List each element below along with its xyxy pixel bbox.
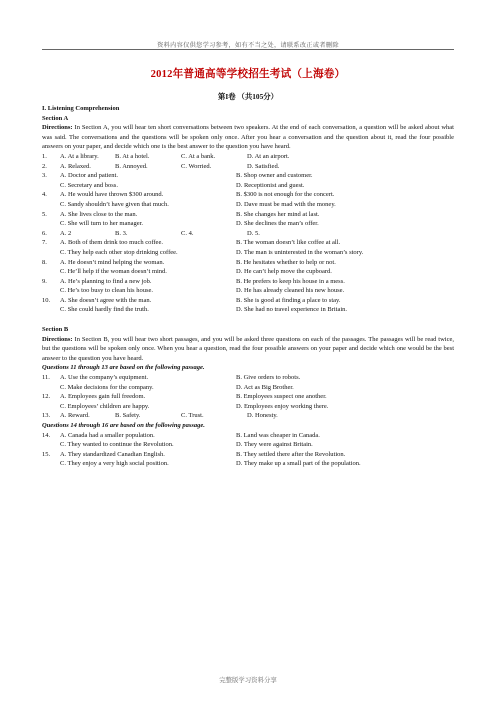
option-d: D. Act as Big Brother. [236,383,294,391]
questions-intro-11-13: Questions 11 through 13 are based on the following passage. [42,364,205,372]
section-b-heading: Section B [42,326,69,334]
section-b-directions [42,335,454,364]
option-a: A. Employees gain full freedom. [60,393,146,401]
question-number: 2. [42,162,47,170]
question-row-continued [42,402,454,412]
question-row-continued [42,219,454,229]
question-row-continued [42,383,454,393]
question-row [42,162,454,172]
number-spacer [42,219,60,229]
section-gap [42,315,454,325]
option-c: C. 4. [181,229,194,237]
number-spacer [42,200,60,210]
part-heading: I. Listening Comprehension [42,105,120,112]
questions-intro-14-16: Questions 14 through 16 are based on the following passage. [42,422,205,429]
question-row-continued [42,248,454,258]
question-row [42,373,454,383]
option-a: A. 2 [60,229,72,237]
question-row [42,411,454,421]
option-d: D. Honesty. [247,412,278,420]
option-c: C. Worried. [181,162,212,170]
option-b: B. Shop owner and customer. [236,172,313,180]
question-row [42,171,454,181]
directions-text: In Section A, you will hear ten short conversations between two speakers. At the end of each conversation, a question will be asked about what was said. The conversations and the questions will be spoken only once. After you hear a conversation and the question about it, read the four possible answers on your paper, and decide which one is the best answer to the question you have heard. [42,124,454,151]
question-number: 15. [42,450,51,458]
option-d: D. They make up a small part of the population. [236,460,361,468]
question-row [42,392,454,402]
option-c: C. They help each other stop drinking coffee. [60,248,178,256]
option-c: C. She could hardly find the truth. [60,306,149,314]
question-number: 1. [42,152,47,160]
option-d: D. She declines the man’s offer. [236,220,319,228]
question-row-continued [42,200,454,210]
question-number: 8. [42,258,47,266]
question-number: 3. [42,172,47,180]
option-d: D. The man is uninterested in the woman’s story. [236,248,364,256]
option-c: C. Employees’ children are happy. [60,402,150,410]
number-spacer [42,181,60,191]
number-spacer [42,459,60,469]
question-number: 10. [42,296,51,304]
option-b: B. They settled there after the Revolution. [236,450,346,458]
number-spacer [42,305,60,315]
option-a: A. He’s planning to find a new job. [60,277,152,285]
option-b: B. At a hotel. [115,152,150,160]
option-d: D. At an airport. [247,152,290,160]
option-b: B. $300 is not enough for the concert. [236,191,335,199]
question-row [42,277,454,287]
option-a: A. Both of them drink too much coffee. [60,239,163,247]
question-row [42,450,454,460]
question-number: 6. [42,229,47,237]
option-d: D. Satisfied. [247,162,280,170]
option-a: A. She lives close to the man. [60,210,138,218]
option-d: D. They were against Britain. [236,441,313,449]
option-c: C. They enjoy a very high social position. [60,460,169,468]
option-c: C. At a bank. [181,152,216,160]
option-a: A. She doesn’t agree with the man. [60,296,152,304]
option-c: C. Secretary and boss. [60,181,118,189]
section-a-heading: Section A [42,114,69,122]
option-b: B. He hesitates whether to help or not. [236,258,336,266]
option-a: A. Reward. [60,412,90,420]
directions-label: Directions: [42,335,73,343]
option-d: D. Receptionist and guest. [236,181,305,189]
option-d: D. He has already cleaned his new house. [236,287,345,295]
page-title: 2012年普通高等学校招生考试（上海卷） [150,69,346,80]
option-b: B. Safety. [115,412,141,420]
question-row [42,296,454,306]
section-a-directions [42,123,454,152]
option-b: B. Employees suspect one another. [236,393,327,401]
option-a: A. They standardized Canadian English. [60,450,165,458]
option-d: D. She had no travel experience in Britain. [236,306,348,314]
number-spacer [42,383,60,393]
option-b: B. 3. [115,229,128,237]
question-row [42,190,454,200]
header-rule [42,49,454,50]
question-row [42,238,454,248]
option-a: A. Relaxed. [60,162,91,170]
question-row [42,431,454,441]
option-d: D. He can’t help move the cupboard. [236,268,332,276]
section-a-questions [42,152,454,315]
question-number: 9. [42,277,47,285]
option-b: B. The woman doesn’t like coffee at all. [236,239,341,247]
option-b: B. Give orders to robots. [236,374,301,382]
number-spacer [42,286,60,296]
section-b-group-1 [42,373,454,421]
question-number: 7. [42,239,47,247]
question-number: 13. [42,412,51,420]
question-row-continued [42,305,454,315]
number-spacer [42,402,60,412]
option-b: B. She is good at finding a place to stay. [236,296,341,304]
page-subtitle: 第I卷 （共105分） [217,92,279,101]
option-b: B. She changes her mind at last. [236,210,320,218]
option-a: A. He doesn’t mind helping the woman. [60,258,165,266]
option-a: A. Doctor and patient. [60,172,118,180]
section-b-group-2 [42,431,454,469]
question-row [42,152,454,162]
question-number: 12. [42,393,51,401]
question-row [42,210,454,220]
option-c: C. She will turn to her manager. [60,220,144,228]
question-row [42,258,454,268]
question-number: 5. [42,210,47,218]
question-row-continued [42,267,454,277]
option-b: B. He prefers to keep his house in a mess. [236,277,345,285]
option-b: B. Annoyed. [115,162,148,170]
option-c: C. Sandy shouldn’t have given that much. [60,200,169,208]
option-a: A. Canada had a smaller population. [60,431,155,439]
option-d: D. 5. [247,229,260,237]
option-c: C. He’ll help if the woman doesn’t mind. [60,268,167,276]
question-row-continued [42,181,454,191]
option-a: A. He would have thrown $300 around. [60,191,164,199]
directions-label: Directions: [42,124,73,132]
question-row-continued [42,440,454,450]
exam-content [42,104,454,469]
number-spacer [42,248,60,258]
question-row [42,229,454,239]
option-b: B. Land was cheaper in Canada. [236,431,320,439]
footer-note: 完整版学习资料分享 [219,677,277,684]
number-spacer [42,267,60,277]
option-d: D. Dave must be mad with the money. [236,200,336,208]
question-row-continued [42,286,454,296]
question-number: 14. [42,431,51,439]
option-c: C. Make decisions for the company. [60,383,154,391]
directions-text: In Section B, you will hear two short passages, and you will be asked three questions on each of the passages. The passages will be read twice, but the questions will be spoken only once. When you hear a question, read the four possible answers on your paper and decide which one would be the best answer to the question you have heard. [42,335,454,362]
question-row-continued [42,459,454,469]
option-c: C. Trust. [181,412,204,420]
option-a: A. Use the company’s equipment. [60,374,149,382]
question-number: 11. [42,374,50,382]
option-c: C. They wanted to continue the Revolution. [60,441,174,449]
number-spacer [42,440,60,450]
option-d: D. Employees enjoy working there. [236,402,329,410]
option-c: C. He’s too busy to clean his house. [60,287,153,295]
question-number: 4. [42,191,47,199]
header-note: 资料内容仅供您学习参考，如有不当之处，请联系改正或者删除 [157,42,339,49]
option-a: A. At a library. [60,152,99,160]
